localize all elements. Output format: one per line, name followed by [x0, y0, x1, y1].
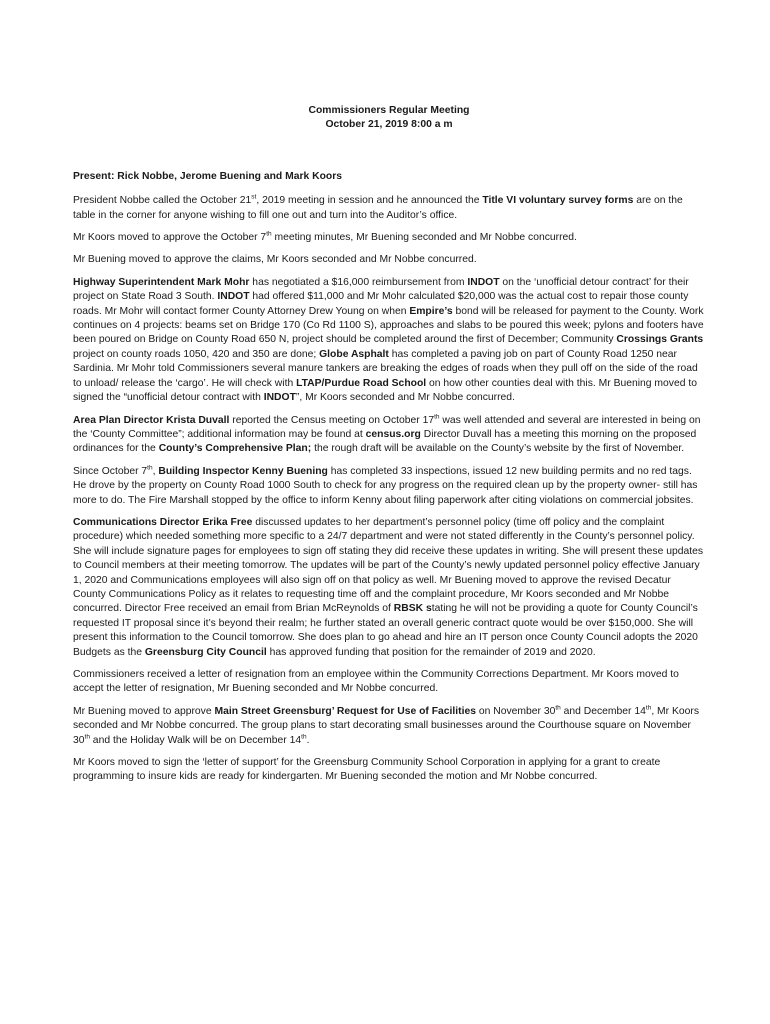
paragraph-text: , Mr Koors seconded and Mr Nobbe concurred. The group plans to start decorating small businesses around the Courthouse square on November 30 [73, 705, 700, 746]
paragraph-text: Director Duvall has a meeting this morning on the proposed ordinances for the [73, 428, 697, 455]
paragraph-text: are on the table in the corner for anyone wishing to fill one out and turn into the Auditor’s office. [73, 195, 683, 221]
minutes-paragraph [73, 705, 705, 748]
paragraph-text: discussed updates to her department’s personnel policy (time off policy and the complaint procedure) which needed something more specific to a 24/7 department and were not stated differently in the County’s personnel policy. She will include signature pages for employees to sign off stating they did receive these updates in writing. She will present these updates to Council members at their meeting tomorrow. The updates will be part of the County’s newly updated personnel policy effective January 1, 2020 and Communications employees will also sign off on that policy as well. Mr Buening moved to approve the revised Decatur County Communications Policy as it relates to requesting time off and the complaint procedure, Mr Koors seconded and Mr Nobbe concurred. Director Free received an email from Brian McReynolds of [73, 516, 703, 615]
minutes-paragraph [73, 668, 705, 697]
paragraph-text: meeting minutes, Mr Buening seconded and Mr Nobbe concurred. [271, 232, 577, 244]
paragraph-text: , [152, 465, 159, 477]
paragraph-text: Mr Buening moved to approve [73, 705, 215, 717]
ordinal-suffix: th [266, 230, 272, 238]
paragraph-text: project on county roads 1050, 420 and 350 are done; [73, 348, 320, 360]
ordinal-suffix: st [251, 193, 257, 201]
paragraph-text: . [306, 734, 310, 746]
bold-text: Title VI voluntary survey forms [482, 195, 634, 207]
ordinal-suffix: th [645, 704, 652, 712]
minutes-paragraph [73, 465, 705, 508]
bold-text: Building Inspector Kenny Buening [158, 465, 328, 477]
ordinal-suffix: th [434, 413, 440, 421]
bold-text: INDOT [467, 276, 500, 288]
bold-text: LTAP/Purdue Road School [296, 377, 427, 389]
paragraph-text: the rough draft will be available on the County’s website by the first of November. [311, 443, 685, 455]
bold-text: census.org [365, 428, 421, 440]
bold-text: Highway Superintendent Mark Mohr [73, 276, 250, 288]
bold-text: Crossings Grants [616, 334, 704, 346]
paragraph-text: and the Holiday Walk will be on December 14 [89, 734, 302, 746]
bold-text: Communications Director Erika Free [73, 516, 253, 528]
paragraph-text: has completed 33 inspections, issued 12 new building permits and no red tags. He drove by the property on County Road 1000 South to check for any progress on the required clean up by the property owner- still has more to do. The Fire Marshall stopped by the office to inform Kenny about filing paperwork after citing violations on commercial jobsites. [73, 465, 698, 506]
paragraph-text: bond will be released for payment to the County. Work continues on 4 projects: beams set on Bridge 170 (Co Rd 1100 S), approaches and slabs to be poured this week; pylons and footers have been poured on Bridge on County Road 650 N, project should be completed around the first of December; Community [73, 305, 704, 346]
paragraph-text: Since October 7 [73, 465, 148, 477]
paragraph-text: on November 30 [476, 705, 556, 717]
minutes-paragraph [73, 231, 705, 245]
paragraph-text: Mr Koors moved to sign the ‘letter of support’ for the Greensburg Community School Corporation in applying for a grant to create programming to insure kids are ready for kindergarten. Mr Buening seconded the motion and Mr Nobbe concurred. [73, 757, 661, 783]
bold-text: Greensburg City Council [144, 646, 267, 658]
bold-text: Empire’s [409, 305, 453, 317]
paragraph-text: ”, Mr Koors seconded and Mr Nobbe concurred. [295, 392, 515, 404]
paragraph-text: has approved funding that position for the remainder of 2019 and 2020. [266, 646, 596, 658]
document-page [73, 104, 705, 793]
minutes-body [73, 194, 705, 785]
meeting-date: October 21, 2019 8:00 a m [325, 119, 453, 131]
bold-text: Globe Asphalt [319, 348, 389, 360]
paragraph-text: was well attended and several are interested in being on the ‘County Committee”; additional information may be found at [73, 414, 701, 440]
document-title: Commissioners Regular Meeting [308, 105, 470, 116]
minutes-paragraph [73, 516, 705, 660]
paragraph-text: tating he will not be providing a quote for County Council’s requested IT proposal since it’s beyond their realm; he further stated an overall generic contract quote would be over $150,000. She will present this information to the Council tomorrow. She does plan to go ahead and hire an IT person once County Council adopts the 2020 Budgets as the [73, 603, 698, 658]
ordinal-suffix: th [147, 464, 153, 472]
minutes-paragraph [73, 194, 705, 223]
paragraph-text: Mr Koors moved to approve the October 7 [73, 232, 267, 244]
ordinal-suffix: th [555, 704, 561, 712]
paragraph-text: has completed a paving job on part of County Road 1250 near Sardinia. Mr Mohr told Commissioners several manure tankers are breaking the edges of roads when they pull off on the side of the road to unload/ release the ‘cargo’. He will check with [73, 348, 698, 389]
minutes-paragraph [73, 414, 705, 457]
ordinal-suffix: th [84, 733, 90, 741]
bold-text: INDOT [217, 291, 250, 303]
paragraph-text: had offered $11,000 and Mr Mohr calculated $20,000 was the actual cost to repair those county roads. Mr Mohr will contact former County Attorney Drew Young on when [73, 291, 689, 317]
paragraph-text: President Nobbe called the October 21 [73, 195, 252, 207]
minutes-paragraph [73, 756, 705, 785]
bold-text: INDOT [263, 392, 296, 404]
bold-text: Area Plan Director Krista Duvall [73, 414, 230, 426]
paragraph-text: has negotiated a $16,000 reimbursement from [249, 276, 468, 288]
ordinal-suffix: th [301, 733, 307, 741]
paragraph-text: on how other counties deal with this. Mr Buening moved to signed the “unofficial detour contract with [73, 377, 697, 404]
bold-text: Main Street Greensburg’ Request for Use of Facilities [214, 705, 476, 717]
bold-text: RBSK s [393, 603, 432, 615]
paragraph-text: on the ‘unofficial detour contract’ for their project on State Road 3 South. [73, 276, 689, 303]
paragraph-text: reported the Census meeting on October 17 [229, 414, 435, 426]
paragraph-text: Commissioners received a letter of resignation from an employee within the Community Corrections Department. Mr Koors moved to accept the letter of resignation, Mr Buening seconded and Mr Nobbe concurred. [73, 669, 679, 695]
minutes-paragraph [73, 253, 705, 267]
bold-text: County’s Comprehensive Plan; [158, 443, 312, 455]
present-members: Present: Rick Nobbe, Jerome Buening and Mark Koors [73, 170, 342, 182]
paragraph-text: , 2019 meeting in session and he announced the [256, 195, 483, 207]
paragraph-text: Mr Buening moved to approve the claims, Mr Koors seconded and Mr Nobbe concurred. [73, 254, 477, 266]
minutes-paragraph [73, 276, 705, 406]
paragraph-text: and December 14 [560, 705, 646, 717]
